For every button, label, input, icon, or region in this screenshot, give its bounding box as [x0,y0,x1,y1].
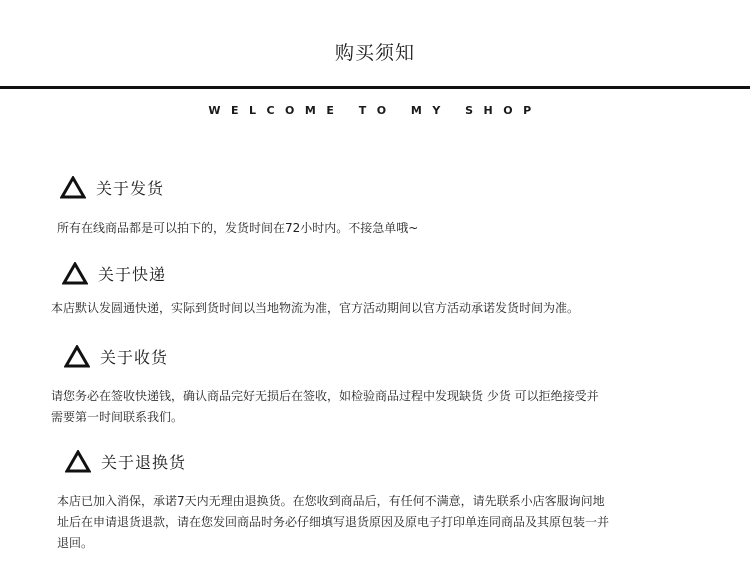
title-divider [0,86,750,89]
body-line: 请您务必在签收快递钱，确认商品完好无损后在签收，如检验商品过程中发现缺货 少货 可以拒绝接受并 [51,389,599,403]
section-receiving-header [64,345,168,368]
body-line: 本店已加入消保，承诺7天内无理由退换货。在您收到商品后，有任何不满意，请先联系小店客服询问地 [57,494,605,508]
body-line: 退回。 [57,536,94,550]
section-body [57,218,418,239]
section-express-header [62,262,166,285]
page-title: 购买须知 [334,42,415,64]
body-line: 需要第一时间联系我们。 [51,410,184,424]
section-shipping-header [60,176,164,199]
section-body [51,298,579,319]
section-title: 关于快递 [98,265,167,284]
triangle-outline-icon [60,176,86,199]
section-title: 关于退换货 [101,453,187,472]
welcome-banner: WELCOME TO MY SHOP [208,104,542,117]
triangle-outline-icon [62,262,88,285]
section-body [51,386,599,428]
triangle-outline-icon [64,345,90,368]
section-returns-header [65,450,186,473]
body-line: 本店默认发圆通快递，实际到货时间以当地物流为准，官方活动期间以官方活动承诺发货时间为准。 [51,301,580,315]
body-line: 址后在申请退货退款，请在您发回商品时务必仔细填写退货原因及原电子打印单连同商品及其原包装一并 [57,515,610,529]
triangle-outline-icon [65,450,91,473]
section-title: 关于收货 [100,348,169,367]
body-line: 所有在线商品都是可以拍下的，发货时间在72小时内。不接急单哦~ [57,221,419,235]
section-body [57,491,609,554]
section-title: 关于发货 [96,179,165,198]
